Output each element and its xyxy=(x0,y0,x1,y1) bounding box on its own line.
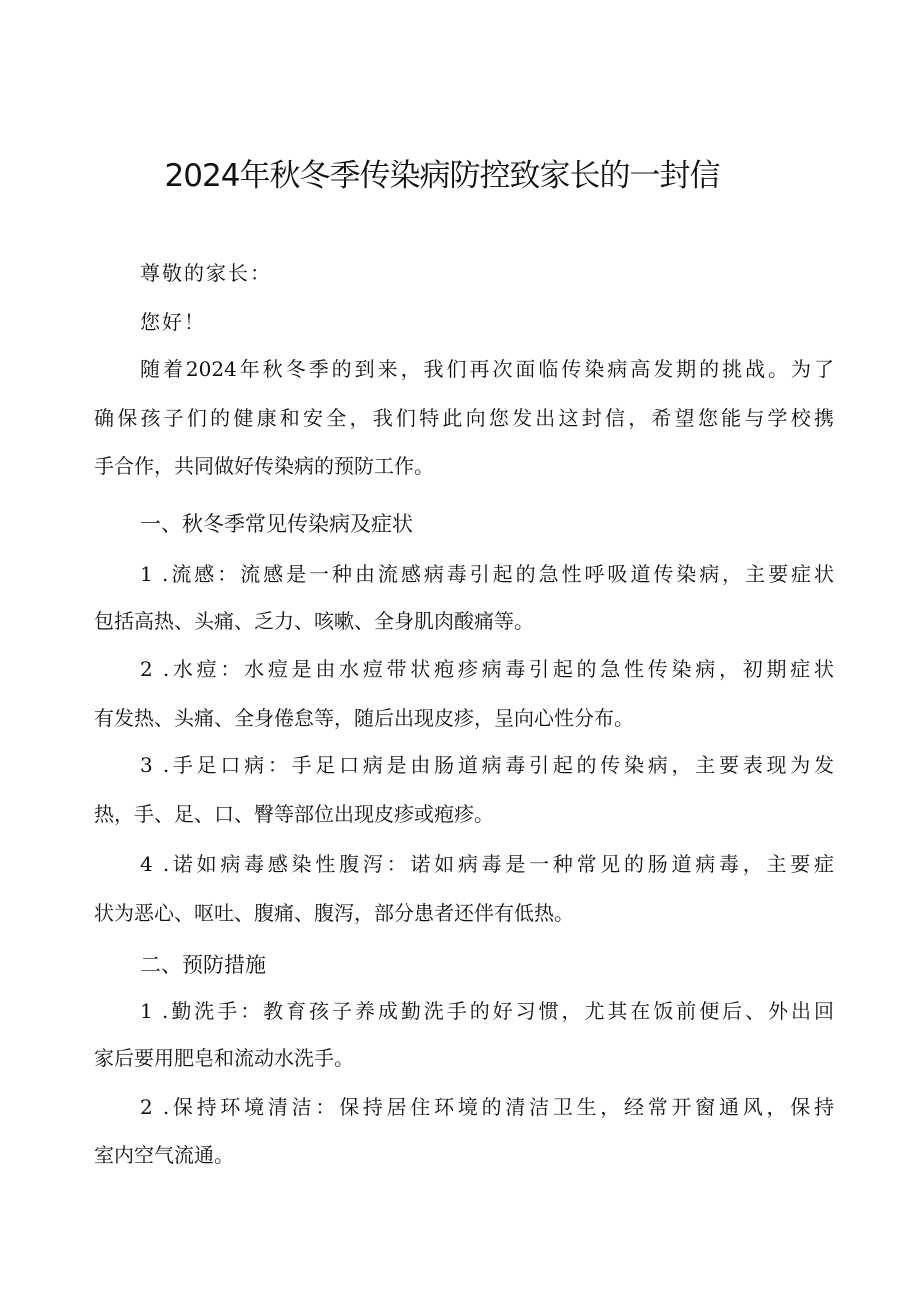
salutation: 尊敬的家长： xyxy=(140,261,272,285)
list-item-line: 4 .诺如病毒感染性腹泻：诺如病毒是一种常见的肠道病毒，主要症 xyxy=(140,852,834,876)
intro-line: 随着2024年秋冬季的到来，我们再次面临传染病高发期的挑战。为了 xyxy=(140,357,834,381)
list-item-line: 状为恶心、呕吐、腹痛、腹泻，部分患者还伴有低热。 xyxy=(94,901,574,925)
list-item-line: 家后要用肥皂和流动水洗手。 xyxy=(94,1046,354,1070)
intro-line: 确保孩子们的健康和安全，我们特此向您发出这封信，希望您能与学校携 xyxy=(94,406,834,430)
list-item-line: 2 .保持环境清洁：保持居住环境的清洁卫生，经常开窗通风，保持 xyxy=(140,1095,834,1119)
section-heading: 一、秋冬季常见传染病及症状 xyxy=(140,512,413,536)
list-item-line: 热，手、足、口、臀等部位出现皮疹或疱疹。 xyxy=(94,802,494,826)
list-item-line: 3 .手足口病：手足口病是由肠道病毒引起的传染病，主要表现为发 xyxy=(140,753,834,777)
list-item-line: 2 .水痘：水痘是由水痘带状疱疹病毒引起的急性传染病，初期症状 xyxy=(140,657,834,681)
greeting: 您好！ xyxy=(140,310,206,334)
section-heading: 二、预防措施 xyxy=(140,953,266,977)
list-item-line: 1 .流感：流感是一种由流感病毒引起的急性呼吸道传染病，主要症状 xyxy=(140,562,834,586)
list-item-line: 有发热、头痛、全身倦怠等，随后出现皮疹，呈向心性分布。 xyxy=(94,706,634,730)
list-item-line: 室内空气流通。 xyxy=(94,1143,234,1167)
list-item-line: 包括高热、头痛、乏力、咳嗽、全身肌肉酸痛等。 xyxy=(94,609,534,633)
intro-line: 手合作，共同做好传染病的预防工作。 xyxy=(94,454,434,478)
list-item-line: 1 .勤洗手：教育孩子养成勤洗手的好习惯，尤其在饭前便后、外出回 xyxy=(140,999,834,1023)
page-title: 2024年秋冬季传染病防控致家长的一封信 xyxy=(164,158,720,194)
